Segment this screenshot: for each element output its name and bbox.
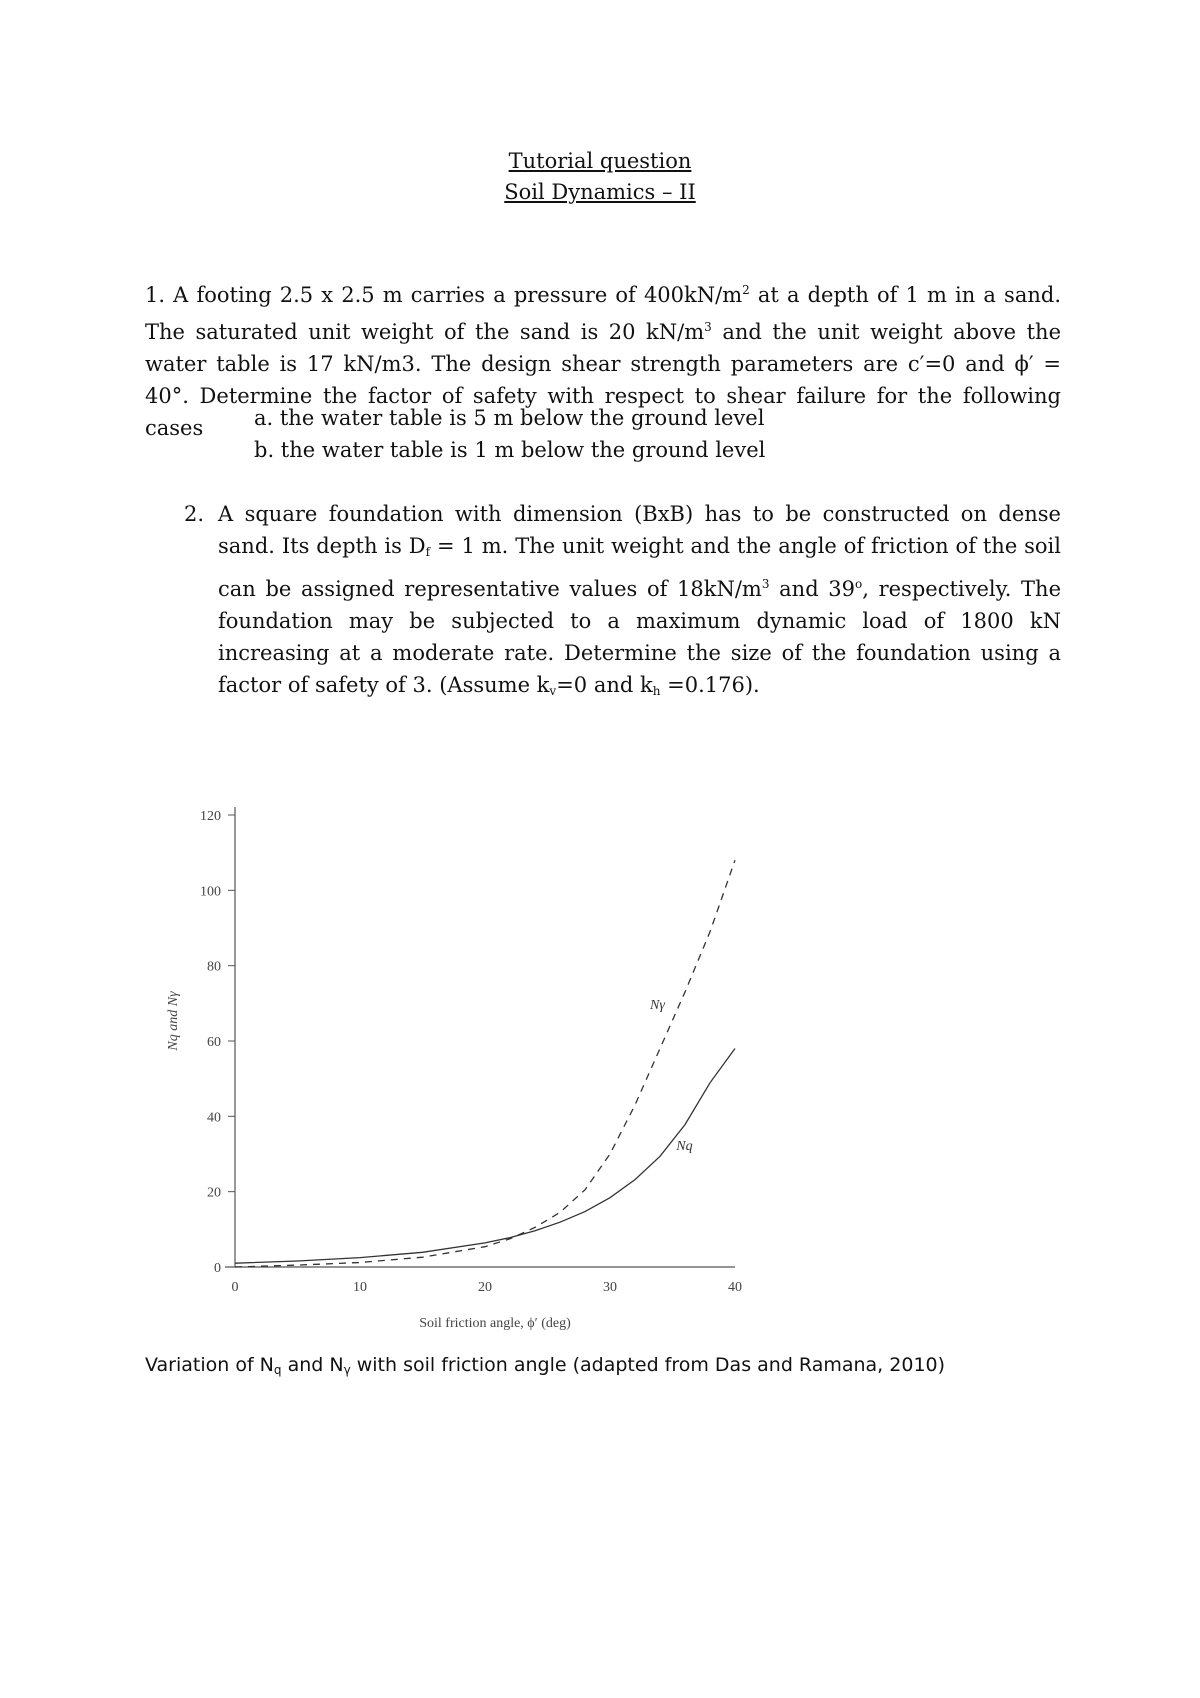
- y-tick-label: 40: [207, 1110, 221, 1126]
- x-tick-label: 20: [478, 1280, 492, 1295]
- question-2-number: 2.: [184, 502, 205, 526]
- y-axis-label: Nq and Nγ: [166, 991, 181, 1051]
- question-2-text-part1: A square foundation with dimension (BxB) has to be constructed on dense sand. Its depth is D: [218, 502, 1061, 558]
- question-1-number: 1.: [145, 283, 166, 307]
- caption-text: with soil friction angle (adapted from Das and Ramana, 2010): [350, 1354, 946, 1376]
- curve-label-ngamma: Nγ: [650, 997, 665, 1013]
- x-tick-label: 30: [603, 1280, 617, 1295]
- question-2-text-part5: =0 and k: [556, 673, 653, 697]
- x-tick-label: 0: [231, 1280, 239, 1295]
- x-axis-label: Soil friction angle, ϕ′ (deg): [419, 1316, 571, 1331]
- document-title: Tutorial question: [508, 149, 692, 173]
- y-tick-label: 100: [200, 884, 221, 900]
- y-tick-label: 0: [214, 1261, 221, 1276]
- title-block: [0, 146, 1200, 208]
- series-line-nq: [235, 1049, 735, 1264]
- caption-text: Variation of N: [145, 1354, 274, 1376]
- question-2-text-part2: = 1 m. The unit weight and the angle of friction of the soil can be assigned representative values of 18kN/m: [218, 534, 1061, 601]
- superscript: 2: [742, 283, 750, 297]
- bearing-capacity-chart: [150, 790, 750, 1335]
- question-2: [218, 498, 1061, 707]
- y-tick-label: 120: [200, 809, 221, 824]
- caption-text: and N: [281, 1354, 344, 1376]
- subscript: v: [549, 684, 557, 698]
- subscript: γ: [343, 1363, 351, 1377]
- question-1-case-a: a. the water table is 5 m below the ground level: [254, 406, 765, 430]
- x-tick-label: 40: [728, 1280, 742, 1295]
- y-tick-label: 60: [207, 1035, 221, 1050]
- subscript: q: [273, 1363, 282, 1377]
- question-1-text-part2: at a depth of 1 m in a sand. The saturated unit weight of the sand is 20 kN/m: [145, 283, 1061, 344]
- figure-caption: [145, 1352, 945, 1383]
- y-tick-label: 20: [207, 1185, 221, 1201]
- document-subtitle: Soil Dynamics – II: [504, 180, 696, 204]
- subscript: f: [425, 545, 431, 559]
- superscript: o: [855, 577, 863, 591]
- curve-label-nq: Nq: [676, 1139, 693, 1155]
- question-2-text-part4: , respectively. The foundation may be subjected to a maximum dynamic load of 1800 kN increasing at a moderate rate. Determine the size of the foundation using a factor of safety of 3. (Assume k: [218, 577, 1061, 697]
- y-tick-label: 80: [207, 959, 221, 975]
- question-1-case-b: b. the water table is 1 m below the ground level: [254, 438, 766, 462]
- question-2-text-part6: =0.176).: [660, 673, 760, 697]
- superscript: 3: [704, 320, 712, 334]
- question-1-text-part3: and the unit weight above the water table is 17 kN/m3. The design shear strength parameters are c′=0 and ϕ′ = 40°. Determine the factor of safety with respect to shear failure for the following cases: [145, 320, 1061, 440]
- question-2-text-part3: and 39: [769, 577, 856, 601]
- subscript: h: [652, 684, 661, 698]
- series-line-ngamma: [235, 860, 735, 1267]
- superscript: 3: [761, 577, 770, 591]
- x-tick-label: 10: [353, 1280, 367, 1295]
- question-1-text-part1: A footing 2.5 x 2.5 m carries a pressure of 400kN/m: [165, 283, 743, 307]
